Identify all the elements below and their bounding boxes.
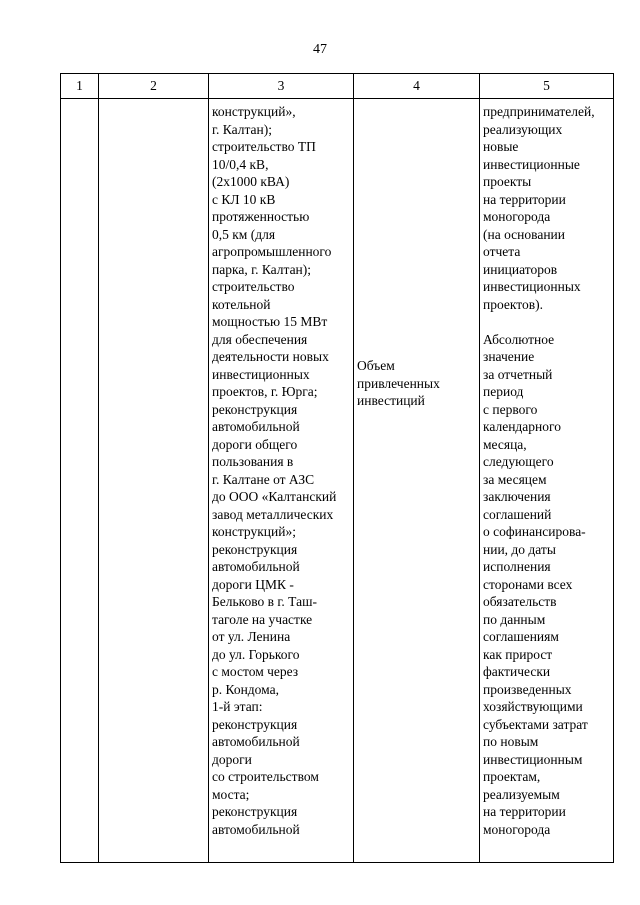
- activity-line: конструкций»,: [212, 104, 296, 119]
- method-line: на территории: [483, 804, 566, 819]
- method-line: проекты: [483, 174, 532, 189]
- activity-line: строительство: [212, 279, 295, 294]
- table-row: [61, 99, 614, 863]
- activity-line: со строительством: [212, 769, 319, 784]
- activity-line: завод металлических: [212, 506, 334, 522]
- indicators-table: [60, 73, 614, 863]
- method-line: предпринимателей,: [483, 104, 595, 119]
- column-number-5: 5: [480, 74, 614, 99]
- activity-line: с мостом через: [212, 664, 299, 679]
- activity-line: для обеспечения: [212, 331, 308, 347]
- column-number-3: 3: [209, 74, 354, 99]
- activity-line: котельной: [212, 296, 271, 312]
- column-number-2: 2: [99, 74, 209, 99]
- activity-line: моста;: [212, 786, 250, 802]
- method-line: за месяцем: [483, 471, 547, 487]
- method-line: обязательств: [483, 594, 557, 609]
- column-number-1: 1: [61, 74, 99, 99]
- method-line: инвестиционных: [483, 279, 581, 294]
- method-line: хозяйствующими: [483, 699, 583, 714]
- method-line: субъектами затрат: [483, 716, 588, 732]
- method-line: заключения: [483, 489, 551, 504]
- activity-line: реконструкция: [212, 804, 298, 819]
- method-line: исполнения: [483, 559, 551, 574]
- indicator-name-text: [354, 99, 479, 410]
- activity-line: г. Калтане от АЗС: [212, 471, 315, 487]
- indicator-line: Объем: [357, 358, 395, 373]
- activity-line: 1-й этап:: [212, 699, 263, 714]
- method-line: фактически: [483, 664, 551, 679]
- cell-col5: [480, 99, 614, 863]
- activity-line: Бельково в г. Таш-: [212, 594, 317, 609]
- method-text: [480, 99, 613, 838]
- cell-col3: [209, 99, 354, 863]
- activities-text: [209, 99, 353, 838]
- activity-line: дороги общего: [212, 436, 298, 452]
- activity-line: протяженностью: [212, 209, 310, 224]
- method-line: (на основании: [483, 226, 566, 242]
- method-line: как прирост: [483, 646, 553, 662]
- method-line: инициаторов: [483, 261, 558, 277]
- method-line: инвестиционным: [483, 751, 583, 767]
- method-line: значение: [483, 349, 535, 364]
- activity-line: строительство ТП: [212, 139, 316, 154]
- activity-line: 0,5 км (для: [212, 226, 276, 242]
- method-line: соглашениям: [483, 629, 559, 644]
- table-header-row: [61, 74, 614, 99]
- method-line: по данным: [483, 611, 546, 627]
- method-line: о софинансирова-: [483, 524, 586, 539]
- activity-line: с КЛ 10 кВ: [212, 191, 276, 207]
- indicator-line: привлеченных: [357, 375, 440, 391]
- activity-line: реконструкция: [212, 401, 298, 417]
- method-line: моногорода: [483, 209, 551, 224]
- activity-line: инвестиционных: [212, 366, 310, 382]
- activity-line: р. Кондома,: [212, 681, 279, 697]
- activity-line: г. Калтан);: [212, 121, 272, 137]
- activity-line: автомобильной: [212, 821, 300, 837]
- activity-line: автомобильной: [212, 419, 300, 434]
- paragraph-gap: [483, 313, 611, 331]
- indicator-line: инвестиций: [357, 393, 425, 408]
- method-line: моногорода: [483, 821, 551, 837]
- method-line: с первого: [483, 401, 538, 417]
- activity-line: пользования в: [212, 454, 294, 469]
- activity-line: до ООО «Калтанский: [212, 489, 337, 504]
- activity-line: проектов, г. Юрга;: [212, 384, 318, 399]
- method-line: соглашений: [483, 506, 552, 522]
- method-line: нии, до даты: [483, 541, 556, 557]
- method-line: следующего: [483, 454, 554, 469]
- cell-col2: [99, 99, 209, 863]
- activity-line: автомобильной: [212, 559, 300, 574]
- activity-line: дороги ЦМК -: [212, 576, 294, 592]
- method-line: проектам,: [483, 769, 541, 784]
- activity-line: (2х1000 кВА): [212, 174, 290, 189]
- activity-line: реконструкция: [212, 541, 298, 557]
- method-line: отчета: [483, 244, 521, 259]
- method-line: период: [483, 384, 524, 399]
- activity-line: деятельности новых: [212, 349, 329, 364]
- activity-line: от ул. Ленина: [212, 629, 291, 644]
- activity-line: таголе на участке: [212, 611, 313, 627]
- method-line: за отчетный: [483, 366, 553, 382]
- method-line: реализующих: [483, 121, 563, 137]
- column-number-4: 4: [354, 74, 480, 99]
- activity-line: дороги: [212, 751, 252, 767]
- activity-line: агропромышленного: [212, 244, 332, 259]
- method-line: проектов).: [483, 296, 543, 312]
- cell-col4: [354, 99, 480, 863]
- method-line: по новым: [483, 734, 539, 749]
- method-line: инвестиционные: [483, 156, 580, 172]
- method-line: календарного: [483, 419, 561, 434]
- activity-line: реконструкция: [212, 716, 298, 732]
- method-line: сторонами всех: [483, 576, 573, 592]
- page-number: 47: [313, 42, 327, 57]
- method-line: на территории: [483, 191, 566, 207]
- method-line: новые: [483, 139, 519, 154]
- activity-line: конструкций»;: [212, 524, 296, 539]
- method-line: реализуемым: [483, 786, 560, 802]
- cell-col1: [61, 99, 99, 863]
- activity-line: автомобильной: [212, 734, 300, 749]
- activity-line: парка, г. Калтан);: [212, 261, 312, 277]
- method-line: произведенных: [483, 681, 572, 697]
- activity-line: 10/0,4 кВ,: [212, 156, 269, 172]
- method-line: Абсолютное: [483, 331, 555, 347]
- activity-line: мощностью 15 МВт: [212, 314, 328, 329]
- method-line: месяца,: [483, 436, 527, 452]
- activity-line: до ул. Горького: [212, 646, 300, 662]
